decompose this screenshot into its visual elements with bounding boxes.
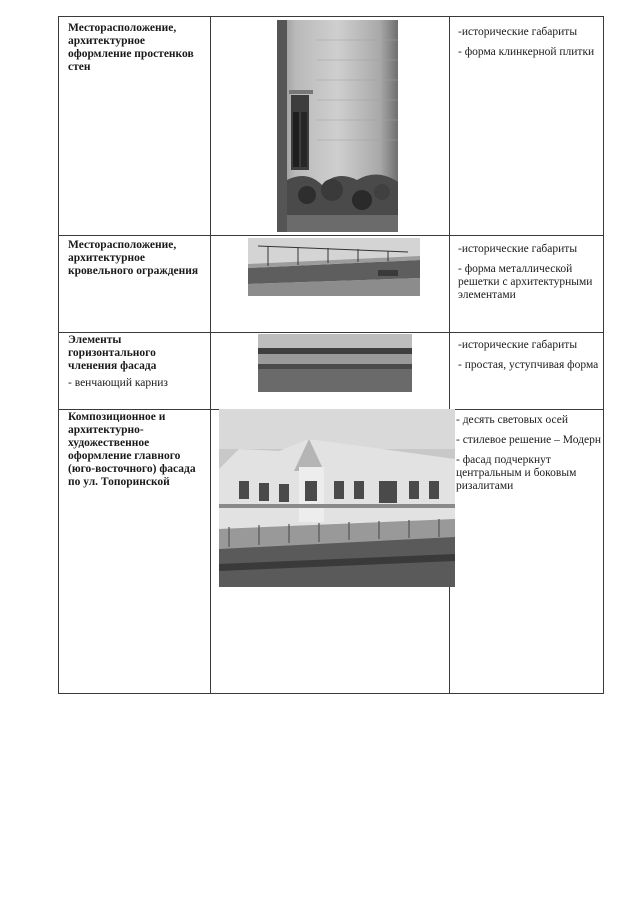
crowning-cornice-photo xyxy=(258,334,412,392)
row-3-title: Элементы горизонтального членения фасада xyxy=(68,334,157,372)
row-3-cell xyxy=(68,334,204,390)
row-2-title: Месторасположение, архитектурное кровельного ограждения xyxy=(68,239,199,277)
table-border-right xyxy=(603,16,604,694)
row-4-property-2: - стилевое решение – Модерн xyxy=(456,434,601,446)
row-2-property-1: -исторические габариты xyxy=(458,243,578,255)
column-divider-2 xyxy=(449,16,450,694)
row-1-property-1: -исторические габариты xyxy=(458,26,578,38)
row-4-properties xyxy=(456,414,602,500)
row-2-properties xyxy=(458,243,600,309)
row-4-title: Композиционное и архитектурно-художественное оформление главного (юго-восточного) фасада по ул. Топоринской xyxy=(68,411,196,488)
table-border-bottom xyxy=(58,693,604,694)
row-4-property-3: - фасад подчеркнут центральным и боковым ризалитами xyxy=(456,454,577,492)
row-3-properties xyxy=(458,339,600,379)
table-border-top xyxy=(58,16,604,17)
row-3-property-1: -исторические габариты xyxy=(458,339,578,351)
row-1-properties xyxy=(458,26,600,66)
protected-elements-table xyxy=(58,16,604,694)
table-border-left xyxy=(58,16,59,694)
row-divider-2 xyxy=(58,332,604,333)
row-3-property-2: - простая, уступчивая форма xyxy=(458,359,599,371)
row-1-property-2: - форма клинкерной плитки xyxy=(458,46,595,58)
wall-pier-brick-photo xyxy=(277,20,398,232)
row-2-property-2: - форма металлической решетки с архитектурными элементами xyxy=(458,263,593,301)
row-3-note: - венчающий карниз xyxy=(68,377,168,389)
main-facade-photo xyxy=(219,409,455,587)
column-divider-1 xyxy=(210,16,211,694)
row-4-property-1: - десять световых осей xyxy=(456,414,569,426)
roof-railing-photo xyxy=(248,238,420,296)
row-1-title: Месторасположение, архитектурное оформление простенков стен xyxy=(68,22,194,73)
row-divider-1 xyxy=(58,235,604,236)
